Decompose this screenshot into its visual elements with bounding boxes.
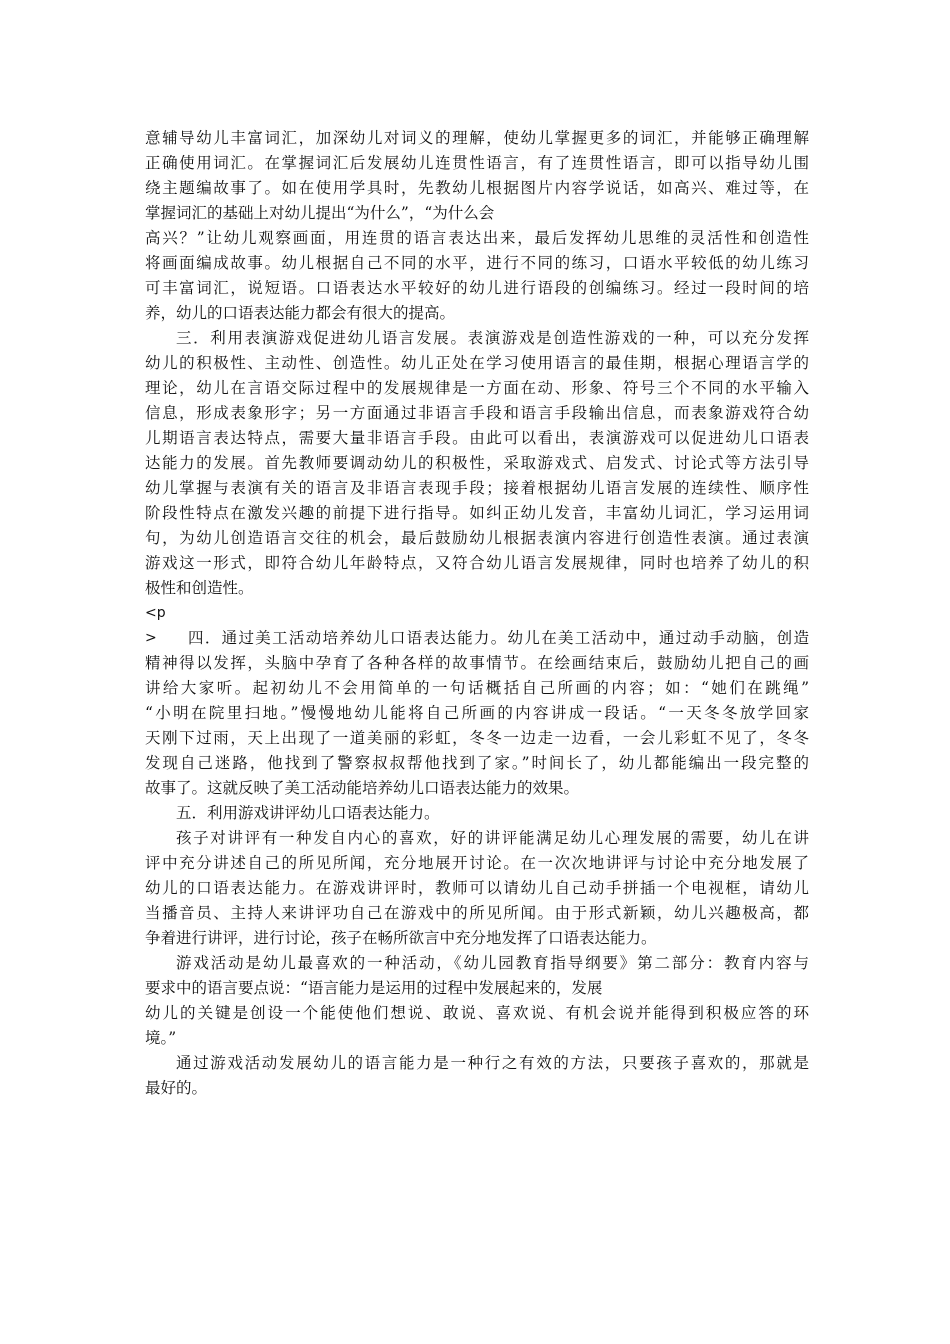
text-line: 可丰富词汇，说短语。口语表达水平较好的幼儿进行语段的创编练习。经过一段时间的培 [145,279,809,297]
paragraph-first-line: 游戏活动是幼儿最喜欢的一种活动，《幼儿园教育指导纲要》第二部分：教育内容与 [176,954,809,972]
text-line: “小明在院里扫地。”慢慢地幼儿能将自己所画的内容讲成一段话。“一天冬冬放学回家 [145,704,809,722]
paragraph-first-line: 三．利用表演游戏促进幼儿语言发展。表演游戏是创造性游戏的一种，可以充分发挥 [176,329,809,347]
text-line: 将画面编成故事。幼儿根据自己不同的水平，进行不同的练习，口语水平较低的幼儿练习 [145,254,809,272]
text-line: 评中充分讲述自己的所见所闻，充分地展开讨论。在一次次地讲评与讨论中充分地发展了 [145,854,809,872]
text-line: 游戏这一形式，即符合幼儿年龄特点，又符合幼儿语言发展规律，同时也培养了幼儿的积 [145,554,809,572]
text-line: 境。” [145,1029,177,1047]
paragraph-first-line: 四．通过美工活动培养幼儿口语表达能力。幼儿在美工活动中，通过动手动脑，创造 [188,629,809,647]
paragraph-first-line: 五．利用游戏讲评幼儿口语表达能力。 [176,804,440,822]
text-line: 高兴？”让幼儿观察画面，用连贯的语言表达出来，最后发挥幼儿思维的灵活性和创造性 [145,229,809,247]
text-line: 养，幼儿的口语表达能力都会有很大的提高。 [145,304,456,322]
text-line: 阶段性特点在激发兴趣的前提下进行指导。如纠正幼儿发音，丰富幼儿词汇，学习运用词 [145,504,809,522]
paragraph-first-line: 孩子对讲评有一种发自内心的喜欢，好的讲评能满足幼儿心理发展的需要，幼儿在讲 [176,829,809,847]
text-line: 幼儿的口语表达能力。在游戏讲评时，教师可以请幼儿自己动手拼插一个电视框，请幼儿 [145,879,809,897]
text-line: 争着进行讲评，进行讨论，孩子在畅所欲言中充分地发挥了口语表达能力。 [145,929,657,947]
text-line: 意辅导幼儿丰富词汇，加深幼儿对词义的理解，使幼儿掌握更多的词汇，并能够正确理解 [145,129,809,147]
text-line: 讲给大家听。起初幼儿不会用简单的一句话概括自己所画的内容；如：“她们在跳绳” [145,679,809,697]
text-line: 故事了。这就反映了美工活动能培养幼儿口语表达能力的效果。 [145,779,580,797]
text-line: 幼儿的积极性、主动性、创造性。幼儿正处在学习使用语言的最佳期，根据心理语言学的 [145,354,809,372]
text-line: 精神得以发挥，头脑中孕育了各种各样的故事情节。在绘画结束后，鼓励幼儿把自己的画 [145,654,809,672]
text-line: 理论，幼儿在言语交际过程中的发展规律是一方面在动、形象、符号三个不同的水平输入 [145,379,809,397]
text-line: 掌握词汇的基础上对幼儿提出“为什么”，“为什么会 [145,204,495,222]
text-line: 句，为幼儿创造语言交往的机会，最后鼓励幼儿根据表演内容进行创造性表演。通过表演 [145,529,809,547]
text-line: 发现自己迷路，他找到了警察叔叔帮他找到了家。”时间长了，幼儿都能编出一段完整的 [145,754,809,772]
text-line: 绕主题编故事了。如在使用学具时，先教幼儿根据图片内容学说话，如高兴、难过等，在 [145,179,809,197]
text-line: 正确使用词汇。在掌握词汇后发展幼儿连贯性语言，有了连贯性语言，即可以指导幼儿围 [145,154,809,172]
text-line: 信息，形成表象形字；另一方面通过非语言手段和语言手段输出信息，而表象游戏符合幼 [145,404,809,422]
text-line: 极性和创造性。 [145,579,254,597]
stray-markup-text: <p [145,605,166,621]
paragraph-first-line: 通过游戏活动发展幼儿的语言能力是一种行之有效的方法，只要孩子喜欢的，那就是 [176,1054,809,1072]
text-line: 最好的。 [145,1079,208,1097]
text-line: 幼儿掌握与表演有关的语言及非语言表现手段；接着根据幼儿语言发展的连续性、顺序性 [145,479,809,497]
text-line: 达能力的发展。首先教师要调动幼儿的积极性，采取游戏式、启发式、讨论式等方法引导 [145,454,809,472]
text-line: 当播音员、主持人来讲评功自己在游戏中的所见所闻。由于形式新颖，幼儿兴趣极高，都 [145,904,809,922]
text-line: 幼儿的关键是创设一个能使他们想说、敢说、喜欢说、有机会说并能得到积极应答的环 [145,1004,809,1022]
text-line: 天刚下过雨，天上出现了一道美丽的彩虹，冬冬一边走一边看，一会儿彩虹不见了，冬冬 [145,729,809,747]
stray-markup-text: > [145,630,157,646]
text-line: 要求中的语言要点说：“语言能力是运用的过程中发展起来的，发展 [145,979,603,997]
text-line: 儿期语言表达特点，需要大量非语言手段。由此可以看出，表演游戏可以促进幼儿口语表 [145,429,809,447]
